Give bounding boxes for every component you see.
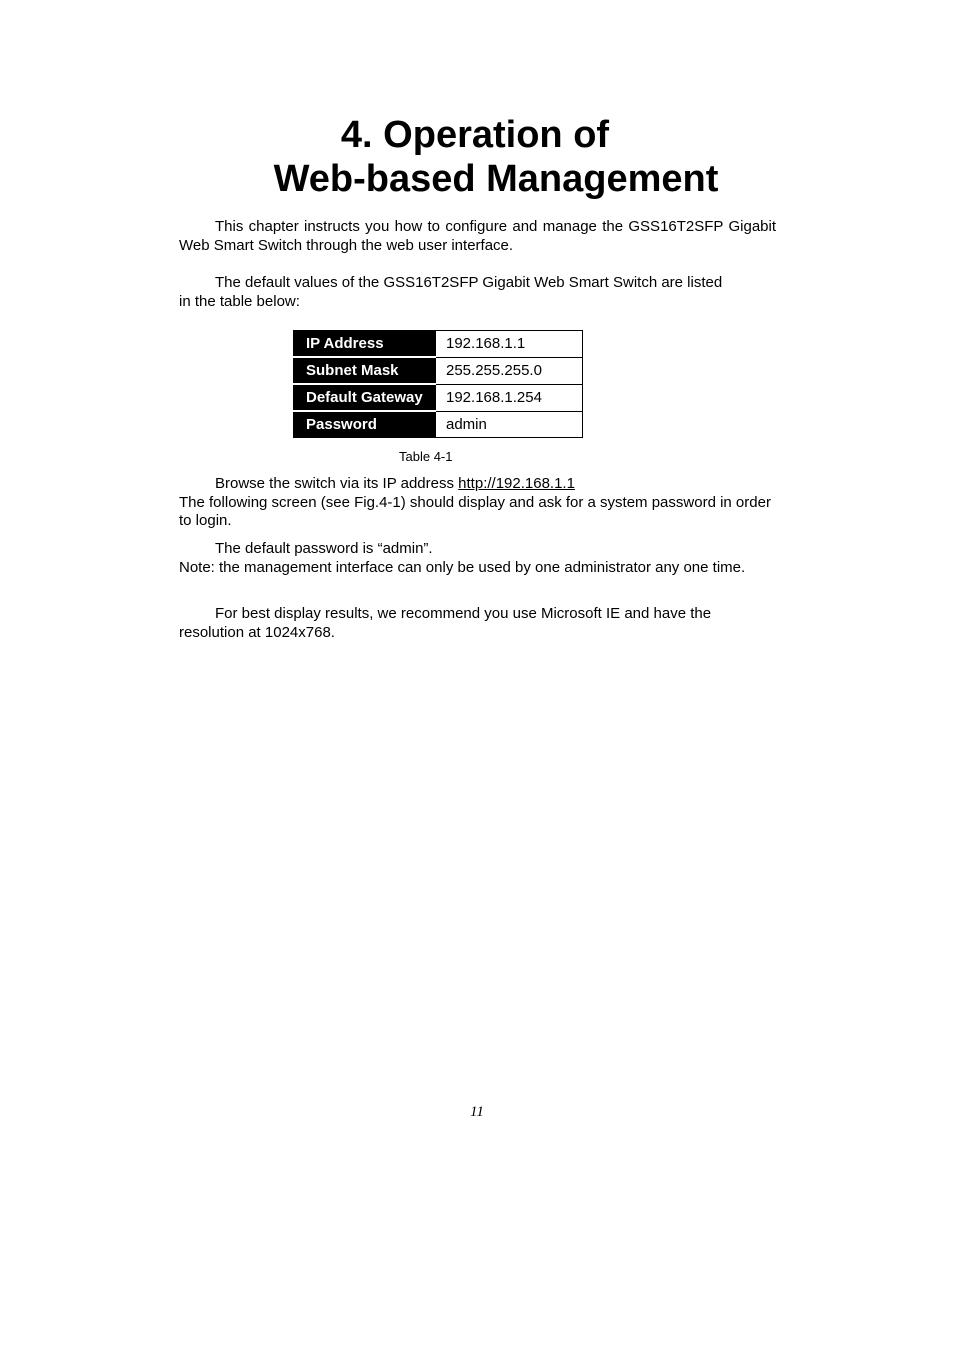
table-row <box>294 384 583 411</box>
defaults-paragraph <box>179 274 776 311</box>
display-paragraph: For best display results, we recommend you use Microsoft IE and have the resolution at 1024x768. <box>179 605 712 641</box>
table-label-default-gateway: Default Gateway <box>294 384 436 411</box>
chapter-title-line1: 4. Operation of <box>340 114 610 156</box>
browse-prefix: Browse the switch via its IP address <box>215 475 459 492</box>
intro-paragraph: This chapter instructs you how to configure and manage the GSS16T2SFP Gigabit Web Smart Switch through the web user interface. <box>179 218 776 254</box>
defaults-table <box>293 330 583 438</box>
defaults-line1: The default values of the GSS16T2SFP Gigabit Web Smart Switch are listed <box>215 274 723 291</box>
password-paragraph <box>179 540 776 577</box>
browse-line2: The following screen (see Fig.4-1) should display and ask for a system password in order to login. <box>179 493 771 530</box>
table-value-default-gateway: 192.168.1.254 <box>436 384 583 411</box>
defaults-line2: in the table below: <box>179 292 300 310</box>
table-row <box>294 331 583 358</box>
browse-line1 <box>179 475 776 494</box>
page-number: 11 <box>470 1104 484 1120</box>
table-label-subnet-mask: Subnet Mask <box>294 357 436 384</box>
chapter-title-line2: Web-based Management <box>273 158 719 200</box>
password-note: Note: the management interface can only be used by one administrator any one time. <box>179 558 746 576</box>
password-line1: The default password is “admin”. <box>215 540 433 557</box>
table-label-password: Password <box>294 411 436 438</box>
ip-address-link[interactable]: http://192.168.1.1 <box>458 475 575 492</box>
table-value-ip-address: 192.168.1.1 <box>436 331 583 358</box>
browse-paragraph <box>179 475 776 531</box>
table-caption: Table 4-1 <box>399 449 453 464</box>
table-label-ip-address: IP Address <box>294 331 436 358</box>
table-value-subnet-mask: 255.255.255.0 <box>436 357 583 384</box>
table-value-password: admin <box>436 411 583 438</box>
table-row <box>294 411 583 438</box>
table-row <box>294 357 583 384</box>
